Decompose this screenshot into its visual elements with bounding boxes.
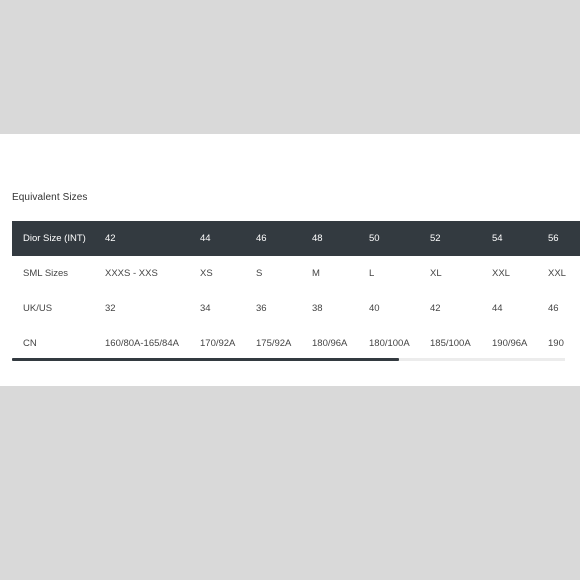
size-table [12,221,580,363]
table-cell: 185/100A [430,338,471,349]
header-cell: 44 [200,233,211,244]
table-cell: 36 [256,303,267,314]
table-cell: XXL [492,268,510,279]
scrollbar-thumb[interactable] [12,358,399,361]
table-cell: 40 [369,303,380,314]
section-title: Equivalent Sizes [12,192,88,203]
table-header-row [12,221,580,256]
header-cell: 54 [492,233,503,244]
header-cell: 50 [369,233,380,244]
table-cell: L [369,268,375,279]
header-cell: 46 [256,233,267,244]
table-cell: 42 [430,303,441,314]
header-cell: 48 [312,233,323,244]
header-cell: 52 [430,233,441,244]
table-cell: 44 [492,303,503,314]
table-cell: XS [200,268,213,279]
table-cell: 180/100A [369,338,410,349]
table-cell: 38 [312,303,323,314]
table-row-cn [12,326,580,361]
horizontal-scrollbar[interactable] [12,358,565,361]
table-cell: 46 [548,303,559,314]
table-cell: S [256,268,263,279]
row-label: CN [23,338,37,349]
table-cell: XXXS - XXS [105,268,158,279]
table-cell: M [312,268,320,279]
table-row-sml-sizes [12,256,580,291]
table-cell: 170/92A [200,338,236,349]
size-chart-card [0,134,580,386]
row-label: UK/US [23,303,53,314]
table-cell: 180/96A [312,338,348,349]
table-cell: 175/92A [256,338,292,349]
table-cell: 32 [105,303,116,314]
table-cell: 34 [200,303,211,314]
table-cell: 190/96A [492,338,528,349]
header-cell: Dior Size (INT) [23,233,86,244]
table-cell: XL [430,268,442,279]
table-cell: 160/80A-165/84A [105,338,179,349]
header-cell: 42 [105,233,116,244]
header-cell: 56 [548,233,559,244]
table-cell: 190 [548,338,564,349]
table-cell: XXL [548,268,566,279]
table-row-uk-us [12,291,580,326]
row-label: SML Sizes [23,268,69,279]
